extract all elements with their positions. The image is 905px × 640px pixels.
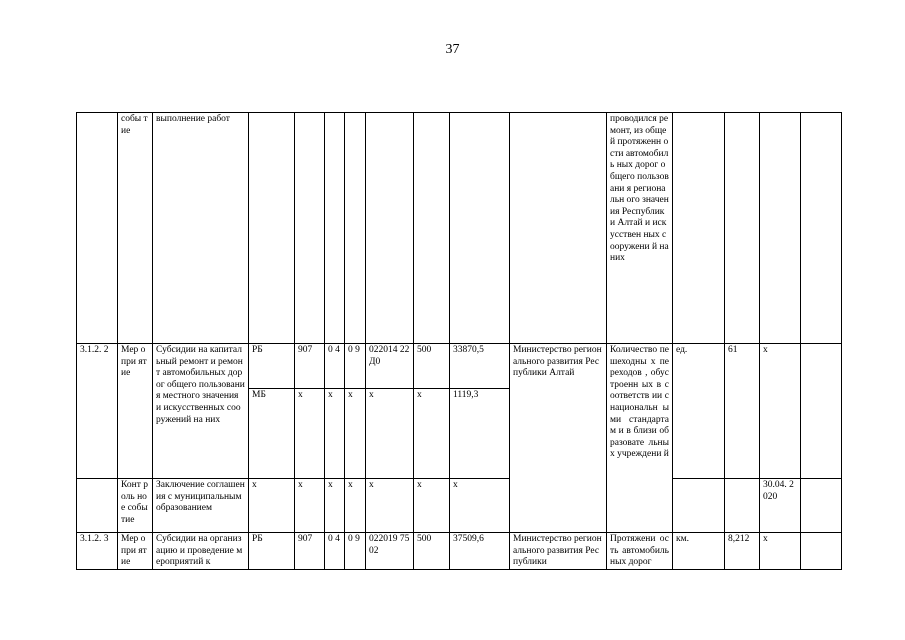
cell-vr: х: [414, 479, 450, 533]
cell-value: 8,212: [725, 533, 760, 570]
cell-pr: 0 9: [345, 533, 366, 570]
cell-date: 30.04. 2020: [760, 479, 801, 533]
cell-num: 3.1.2. 2: [77, 344, 118, 479]
program-activities-table: [76, 112, 842, 570]
cell-grbs: х: [295, 479, 325, 533]
cell-indicator: проводился ремонт, из общей протяженн ости автомобиль ных дорог общего пользовани я региональн ого значения Республики Алтай и искусствен ных сооружени й на них: [607, 113, 673, 344]
cell-csr: 022019 7502: [366, 533, 414, 570]
cell-budget: РБ: [249, 533, 295, 570]
cell-num: 3.1.2. 3: [77, 533, 118, 570]
cell-unit: ед.: [673, 344, 725, 479]
cell-mark: х: [760, 533, 801, 570]
cell-name: Субсидии на организацию и проведение мероприятий к: [153, 533, 249, 570]
cell-rz: х: [325, 389, 345, 479]
table-row-continuation: [77, 113, 842, 344]
cell-csr: 022014 22Д0: [366, 344, 414, 389]
cell-rz: 0 4: [325, 344, 345, 389]
cell-pr: х: [345, 479, 366, 533]
cell-type: Мер опри ятие: [118, 344, 153, 479]
cell-grbs: х: [295, 389, 325, 479]
cell-vr: 500: [414, 533, 450, 570]
cell-csr: х: [366, 479, 414, 533]
cell-type: собы тие: [118, 113, 153, 344]
cell-executor: Министерство регионального развития Республики: [510, 533, 607, 570]
cell-pr: х: [345, 389, 366, 479]
cell-type: Мер опри ятие: [118, 533, 153, 570]
cell-budget: МБ: [249, 389, 295, 479]
cell-grbs: 907: [295, 533, 325, 570]
cell-indicator: Количество пешеходны х переходов , обустроенн ых в соответств ии с национальн ыми стандартам и в близи образовате льных учреждени й: [607, 344, 673, 533]
table-row-3-1-2-3: [77, 533, 842, 570]
cell-sum: х: [450, 479, 510, 533]
cell-rz: 0 4: [325, 533, 345, 570]
table-row-3-1-2-2: [77, 344, 842, 389]
cell-unit: км.: [673, 533, 725, 570]
cell-type: Конт роль ное собы тие: [118, 479, 153, 533]
cell-sum: 37509,6: [450, 533, 510, 570]
cell-value: 61: [725, 344, 760, 479]
cell-sum: 1119,3: [450, 389, 510, 479]
cell-pr: 0 9: [345, 344, 366, 389]
cell-executor: Министерство регионального развития Республики Алтай: [510, 344, 607, 533]
cell-grbs: 907: [295, 344, 325, 389]
cell-budget: РБ: [249, 344, 295, 389]
cell-vr: 500: [414, 344, 450, 389]
cell-name: Субсидии на капитальный ремонт и ремонт автомобильных дорог общего пользования местного значения и искусственных сооружений на них: [153, 344, 249, 479]
cell-name: выполнение работ: [153, 113, 249, 344]
cell-sum: 33870,5: [450, 344, 510, 389]
cell-vr: х: [414, 389, 450, 479]
cell-rz: х: [325, 479, 345, 533]
page-number: 37: [445, 42, 460, 57]
table-row-control-event: [77, 479, 842, 533]
cell-indicator: Протяжени ость автомобиль ных дорог: [607, 533, 673, 570]
cell-name: Заключение соглашения с муниципальным образованием: [153, 479, 249, 533]
cell-mark: х: [760, 344, 801, 479]
cell-budget: х: [249, 479, 295, 533]
cell-csr: х: [366, 389, 414, 479]
cell-num: [77, 113, 118, 344]
